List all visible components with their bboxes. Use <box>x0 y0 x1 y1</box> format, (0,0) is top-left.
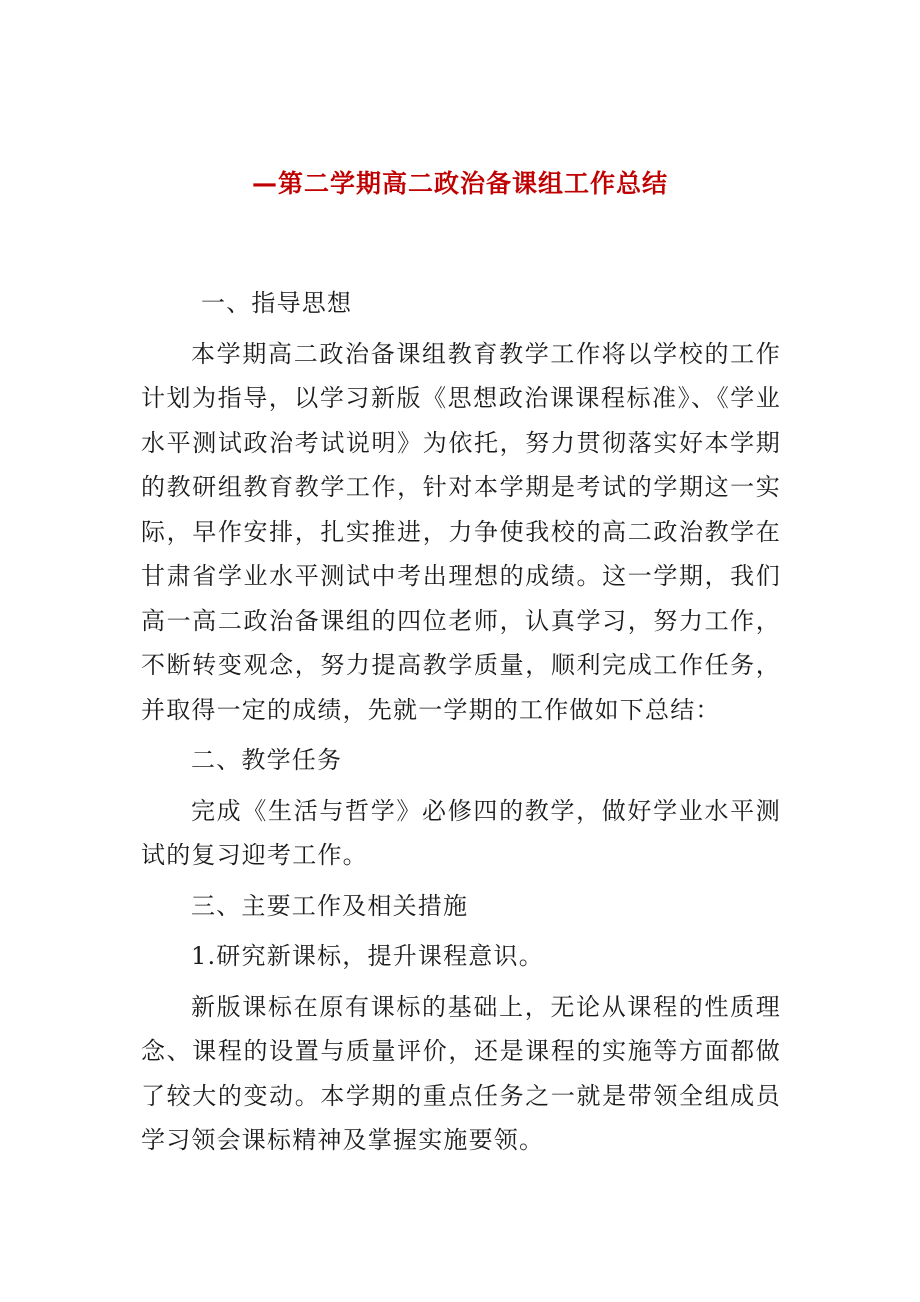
document-body <box>141 281 781 1163</box>
document-title: —第二学期高二政治备课组工作总结 <box>251 169 668 198</box>
section-heading-main-work: 三、主要工作及相关措施 <box>191 891 469 920</box>
paragraph-guiding-ideology: 本学期高二政治备课组教育教学工作将以学校的工作计划为指导，以学习新版《思想政治课课程标准》、《学业水平测试政治考试说明》为依托，努力贯彻落实好本学期的教研组教育教学工作，针对本学期是考试的学期这一实际，早作安排，扎实推进，力争使我校的高二政治教学在甘肃省学业水平测试中考出理想的成绩。这一学期，我们高一高二政治备课组的四位老师，认真学习，努力工作，不断转变观念，努力提高教学质量，顺利完成工作任务，并取得一定的成绩，先就一学期的工作做如下总结： <box>141 339 781 724</box>
paragraph-new-curriculum: 新版课标在原有课标的基础上，无论从课程的性质理念、课程的设置与质量评价，还是课程的实施等方面都做了较大的变动。本学期的重点任务之一就是带领全组成员学习领会课标精神及掌握实施要领。 <box>141 992 781 1154</box>
paragraph-teaching-tasks: 完成《生活与哲学》必修四的教学，做好学业水平测试的复习迎考工作。 <box>141 796 781 869</box>
section-heading-guiding-ideology: 一、指导思想 <box>201 289 353 317</box>
subheading-new-curriculum: 1.研究新课标，提升课程意识。 <box>191 942 544 970</box>
section-heading-teaching-tasks: 二、教学任务 <box>191 746 343 774</box>
